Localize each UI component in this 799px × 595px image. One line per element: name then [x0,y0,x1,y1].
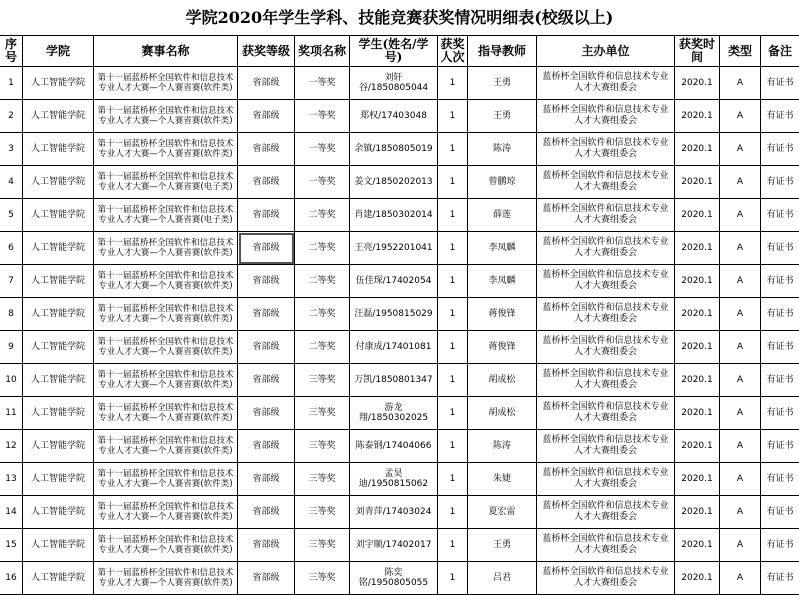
table-row [0,166,799,199]
college-cell[interactable]: 人工智能学院 [23,562,94,595]
row-number-cell[interactable]: 11 [0,397,23,430]
type-cell[interactable]: A [720,364,761,397]
competition-cell[interactable]: 第十一届蓝桥杯全国软件和信息技术专业人才大赛—个人赛省赛(电子类) [94,199,238,232]
competition-cell[interactable]: 第十一届蓝桥杯全国软件和信息技术专业人才大赛—个人赛省赛(软件类) [94,265,238,298]
college-cell[interactable]: 人工智能学院 [23,199,94,232]
row-number-cell[interactable]: 3 [0,133,23,166]
competition-cell[interactable]: 第十一届蓝桥杯全国软件和信息技术专业人才大赛—个人赛省赛(软件类) [94,562,238,595]
teacher-cell[interactable]: 李凤麟 [468,265,537,298]
note-cell[interactable]: 有证书 [761,496,799,529]
count-cell[interactable]: 1 [438,100,468,133]
header-cell[interactable]: 赛事名称 [94,36,238,67]
level-cell[interactable]: 省部级 [238,331,295,364]
level-cell[interactable]: 省部级 [238,397,295,430]
table-row [0,529,799,562]
table-row [0,100,799,133]
student-cell[interactable]: 姜文/1850202013 [350,166,438,199]
row-number-cell[interactable]: 5 [0,199,23,232]
award-cell[interactable]: 二等奖 [295,265,350,298]
note-cell[interactable]: 有证书 [761,199,799,232]
student-cell[interactable]: 王亮/1952201041 [350,232,438,265]
time-cell[interactable]: 2020.1 [675,364,720,397]
teacher-cell[interactable]: 蒋俊锋 [468,298,537,331]
table-row [0,67,799,100]
college-cell[interactable]: 人工智能学院 [23,67,94,100]
table-row [0,364,799,397]
table-row [0,133,799,166]
student-cell[interactable]: 肖建/1850302014 [350,199,438,232]
student-cell[interactable]: 伍佳琛/17402054 [350,265,438,298]
note-cell[interactable]: 有证书 [761,364,799,397]
time-cell[interactable]: 2020.1 [675,562,720,595]
time-cell[interactable]: 2020.1 [675,199,720,232]
note-cell[interactable]: 有证书 [761,166,799,199]
count-cell[interactable]: 1 [438,133,468,166]
type-cell[interactable]: A [720,133,761,166]
teacher-cell[interactable]: 朱婕 [468,463,537,496]
award-cell[interactable]: 二等奖 [295,331,350,364]
note-cell[interactable]: 有证书 [761,397,799,430]
time-cell[interactable]: 2020.1 [675,496,720,529]
competition-cell[interactable]: 第十一届蓝桥杯全国软件和信息技术专业人才大赛—个人赛省赛(软件类) [94,298,238,331]
row-number-cell[interactable]: 4 [0,166,23,199]
teacher-cell[interactable]: 王勇 [468,529,537,562]
note-cell[interactable]: 有证书 [761,331,799,364]
header-cell[interactable]: 学院 [23,36,94,67]
college-cell[interactable]: 人工智能学院 [23,496,94,529]
college-cell[interactable]: 人工智能学院 [23,265,94,298]
organizer-cell[interactable]: 蓝桥杯全国软件和信息技术专业人才大赛组委会 [537,166,675,199]
level-cell[interactable]: 省部级 [238,100,295,133]
type-cell[interactable]: A [720,100,761,133]
row-number-cell[interactable]: 2 [0,100,23,133]
row-number-cell[interactable]: 9 [0,331,23,364]
teacher-cell[interactable]: 李凤麟 [468,232,537,265]
note-cell[interactable]: 有证书 [761,562,799,595]
header-cell[interactable]: 主办单位 [537,36,675,67]
award-cell[interactable]: 三等奖 [295,397,350,430]
student-cell[interactable]: 付康成/17401081 [350,331,438,364]
award-cell[interactable]: 三等奖 [295,562,350,595]
type-cell[interactable]: A [720,496,761,529]
header-cell[interactable]: 获奖等级 [238,36,295,67]
college-cell[interactable]: 人工智能学院 [23,430,94,463]
competition-cell[interactable]: 第十一届蓝桥杯全国软件和信息技术专业人才大赛—个人赛省赛(软件类) [94,529,238,562]
competition-cell[interactable]: 第十一届蓝桥杯全国软件和信息技术专业人才大赛—个人赛省赛(电子类) [94,166,238,199]
teacher-cell[interactable]: 薛莲 [468,199,537,232]
count-cell[interactable]: 1 [438,463,468,496]
time-cell[interactable]: 2020.1 [675,298,720,331]
type-cell[interactable]: A [720,562,761,595]
time-cell[interactable]: 2020.1 [675,397,720,430]
note-cell[interactable]: 有证书 [761,265,799,298]
awards-table [0,35,799,595]
competition-cell[interactable]: 第十一届蓝桥杯全国软件和信息技术专业人才大赛—个人赛省赛(软件类) [94,133,238,166]
organizer-cell[interactable]: 蓝桥杯全国软件和信息技术专业人才大赛组委会 [537,529,675,562]
time-cell[interactable]: 2020.1 [675,67,720,100]
table-row [0,232,799,265]
table-row [0,331,799,364]
teacher-cell[interactable]: 夏宏雷 [468,496,537,529]
teacher-cell[interactable]: 蒋俊锋 [468,331,537,364]
count-cell[interactable]: 1 [438,430,468,463]
header-cell[interactable]: 学生(姓名/学号) [350,36,438,67]
organizer-cell[interactable]: 蓝桥杯全国软件和信息技术专业人才大赛组委会 [537,562,675,595]
organizer-cell[interactable]: 蓝桥杯全国软件和信息技术专业人才大赛组委会 [537,364,675,397]
header-cell[interactable]: 指导教师 [468,36,537,67]
competition-cell[interactable]: 第十一届蓝桥杯全国软件和信息技术专业人才大赛—个人赛省赛(软件类) [94,397,238,430]
table-row [0,298,799,331]
competition-cell[interactable]: 第十一届蓝桥杯全国软件和信息技术专业人才大赛—个人赛省赛(软件类) [94,463,238,496]
time-cell[interactable]: 2020.1 [675,166,720,199]
count-cell[interactable]: 1 [438,265,468,298]
teacher-cell[interactable]: 胡成松 [468,397,537,430]
count-cell[interactable]: 1 [438,562,468,595]
sheet-title: 学院2020年学生学科、技能竞赛获奖情况明细表(校级以上) [0,0,799,35]
award-cell[interactable]: 一等奖 [295,100,350,133]
count-cell[interactable]: 1 [438,397,468,430]
organizer-cell[interactable]: 蓝桥杯全国软件和信息技术专业人才大赛组委会 [537,463,675,496]
level-cell[interactable]: 省部级 [238,463,295,496]
row-number-cell[interactable]: 1 [0,67,23,100]
award-cell[interactable]: 二等奖 [295,232,350,265]
teacher-cell[interactable]: 王勇 [468,100,537,133]
count-cell[interactable]: 1 [438,331,468,364]
competition-cell[interactable]: 第十一届蓝桥杯全国软件和信息技术专业人才大赛—个人赛省赛(软件类) [94,430,238,463]
organizer-cell[interactable]: 蓝桥杯全国软件和信息技术专业人才大赛组委会 [537,133,675,166]
teacher-cell[interactable]: 吕君 [468,562,537,595]
count-cell[interactable]: 1 [438,232,468,265]
type-cell[interactable]: A [720,67,761,100]
note-cell[interactable]: 有证书 [761,133,799,166]
type-cell[interactable]: A [720,331,761,364]
award-cell[interactable]: 三等奖 [295,463,350,496]
time-cell[interactable]: 2020.1 [675,331,720,364]
award-cell[interactable]: 二等奖 [295,298,350,331]
table-row [0,463,799,496]
teacher-cell[interactable]: 陈涛 [468,430,537,463]
row-number-cell[interactable]: 12 [0,430,23,463]
award-cell[interactable]: 三等奖 [295,529,350,562]
organizer-cell[interactable]: 蓝桥杯全国软件和信息技术专业人才大赛组委会 [537,397,675,430]
level-cell[interactable]: 省部级 [238,496,295,529]
college-cell[interactable]: 人工智能学院 [23,331,94,364]
count-cell[interactable]: 1 [438,496,468,529]
note-cell[interactable]: 有证书 [761,298,799,331]
award-cell[interactable]: 三等奖 [295,430,350,463]
count-cell[interactable]: 1 [438,199,468,232]
type-cell[interactable]: A [720,397,761,430]
award-cell[interactable]: 一等奖 [295,166,350,199]
student-cell[interactable]: 刘宇顺/17402017 [350,529,438,562]
student-cell[interactable]: 游龙翔/1850302025 [350,397,438,430]
time-cell[interactable]: 2020.1 [675,463,720,496]
row-number-cell[interactable]: 7 [0,265,23,298]
header-cell[interactable]: 奖项名称 [295,36,350,67]
student-cell[interactable]: 陈奕铭/1950805055 [350,562,438,595]
type-cell[interactable]: A [720,199,761,232]
header-cell[interactable]: 获奖时间 [675,36,720,67]
level-cell[interactable]: 省部级 [238,529,295,562]
teacher-cell[interactable]: 曾鹏琼 [468,166,537,199]
level-cell[interactable]: 省部级 [238,430,295,463]
row-number-cell[interactable]: 8 [0,298,23,331]
teacher-cell[interactable]: 胡成松 [468,364,537,397]
count-cell[interactable]: 1 [438,67,468,100]
student-cell[interactable]: 汪磊/1950815029 [350,298,438,331]
organizer-cell[interactable]: 蓝桥杯全国软件和信息技术专业人才大赛组委会 [537,265,675,298]
type-cell[interactable]: A [720,463,761,496]
count-cell[interactable]: 1 [438,166,468,199]
college-cell[interactable]: 人工智能学院 [23,463,94,496]
level-cell[interactable]: 省部级 [238,265,295,298]
student-cell[interactable]: 孟昊迪/1950815062 [350,463,438,496]
row-number-cell[interactable]: 16 [0,562,23,595]
level-cell[interactable]: 省部级 [238,232,295,265]
header-cell[interactable]: 类型 [720,36,761,67]
organizer-cell[interactable]: 蓝桥杯全国软件和信息技术专业人才大赛组委会 [537,232,675,265]
header-cell[interactable]: 序号 [0,36,23,67]
note-cell[interactable]: 有证书 [761,67,799,100]
organizer-cell[interactable]: 蓝桥杯全国软件和信息技术专业人才大赛组委会 [537,100,675,133]
note-cell[interactable]: 有证书 [761,430,799,463]
count-cell[interactable]: 1 [438,529,468,562]
college-cell[interactable]: 人工智能学院 [23,364,94,397]
college-cell[interactable]: 人工智能学院 [23,100,94,133]
college-cell[interactable]: 人工智能学院 [23,529,94,562]
student-cell[interactable]: 郑权/17403048 [350,100,438,133]
college-cell[interactable]: 人工智能学院 [23,133,94,166]
note-cell[interactable]: 有证书 [761,232,799,265]
college-cell[interactable]: 人工智能学院 [23,166,94,199]
competition-cell[interactable]: 第十一届蓝桥杯全国软件和信息技术专业人才大赛—个人赛省赛(软件类) [94,331,238,364]
organizer-cell[interactable]: 蓝桥杯全国软件和信息技术专业人才大赛组委会 [537,496,675,529]
level-cell[interactable]: 省部级 [238,364,295,397]
row-number-cell[interactable]: 14 [0,496,23,529]
table-row [0,496,799,529]
award-cell[interactable]: 二等奖 [295,199,350,232]
note-cell[interactable]: 有证书 [761,529,799,562]
row-number-cell[interactable]: 6 [0,232,23,265]
teacher-cell[interactable]: 王勇 [468,67,537,100]
row-number-cell[interactable]: 13 [0,463,23,496]
level-cell[interactable]: 省部级 [238,166,295,199]
type-cell[interactable]: A [720,430,761,463]
competition-cell[interactable]: 第十一届蓝桥杯全国软件和信息技术专业人才大赛—个人赛省赛(软件类) [94,232,238,265]
header-cell[interactable]: 获奖人次 [438,36,468,67]
time-cell[interactable]: 2020.1 [675,133,720,166]
teacher-cell[interactable]: 陈涛 [468,133,537,166]
row-number-cell[interactable]: 15 [0,529,23,562]
competition-cell[interactable]: 第十一届蓝桥杯全国软件和信息技术专业人才大赛—个人赛省赛(软件类) [94,496,238,529]
type-cell[interactable]: A [720,529,761,562]
level-cell[interactable]: 省部级 [238,133,295,166]
table-row [0,430,799,463]
student-cell[interactable]: 刘轩谷/1850805044 [350,67,438,100]
college-cell[interactable]: 人工智能学院 [23,232,94,265]
time-cell[interactable]: 2020.1 [675,232,720,265]
time-cell[interactable]: 2020.1 [675,100,720,133]
note-cell[interactable]: 有证书 [761,463,799,496]
count-cell[interactable]: 1 [438,364,468,397]
time-cell[interactable]: 2020.1 [675,430,720,463]
organizer-cell[interactable]: 蓝桥杯全国软件和信息技术专业人才大赛组委会 [537,430,675,463]
time-cell[interactable]: 2020.1 [675,265,720,298]
award-cell[interactable]: 三等奖 [295,496,350,529]
type-cell[interactable]: A [720,232,761,265]
organizer-cell[interactable]: 蓝桥杯全国软件和信息技术专业人才大赛组委会 [537,331,675,364]
time-cell[interactable]: 2020.1 [675,529,720,562]
competition-cell[interactable]: 第十一届蓝桥杯全国软件和信息技术专业人才大赛—个人赛省赛(软件类) [94,100,238,133]
competition-cell[interactable]: 第十一届蓝桥杯全国软件和信息技术专业人才大赛—个人赛省赛(软件类) [94,67,238,100]
level-cell[interactable]: 省部级 [238,199,295,232]
type-cell[interactable]: A [720,166,761,199]
header-cell[interactable]: 备注 [761,36,799,67]
student-cell[interactable]: 刘青萍/17403024 [350,496,438,529]
type-cell[interactable]: A [720,265,761,298]
student-cell[interactable]: 余镇/1850805019 [350,133,438,166]
table-row [0,397,799,430]
organizer-cell[interactable]: 蓝桥杯全国软件和信息技术专业人才大赛组委会 [537,298,675,331]
note-cell[interactable]: 有证书 [761,100,799,133]
level-cell[interactable]: 省部级 [238,298,295,331]
row-number-cell[interactable]: 10 [0,364,23,397]
type-cell[interactable]: A [720,298,761,331]
count-cell[interactable]: 1 [438,298,468,331]
student-cell[interactable]: 陈泰钢/17404066 [350,430,438,463]
award-cell[interactable]: 一等奖 [295,133,350,166]
organizer-cell[interactable]: 蓝桥杯全国软件和信息技术专业人才大赛组委会 [537,199,675,232]
competition-cell[interactable]: 第十一届蓝桥杯全国软件和信息技术专业人才大赛—个人赛省赛(软件类) [94,364,238,397]
student-cell[interactable]: 万凯/1850801347 [350,364,438,397]
level-cell[interactable]: 省部级 [238,562,295,595]
level-cell[interactable]: 省部级 [238,67,295,100]
header-row [0,36,799,67]
award-cell[interactable]: 三等奖 [295,364,350,397]
award-cell[interactable]: 一等奖 [295,67,350,100]
college-cell[interactable]: 人工智能学院 [23,298,94,331]
college-cell[interactable]: 人工智能学院 [23,397,94,430]
organizer-cell[interactable]: 蓝桥杯全国软件和信息技术专业人才大赛组委会 [537,67,675,100]
table-row [0,199,799,232]
table-row [0,265,799,298]
